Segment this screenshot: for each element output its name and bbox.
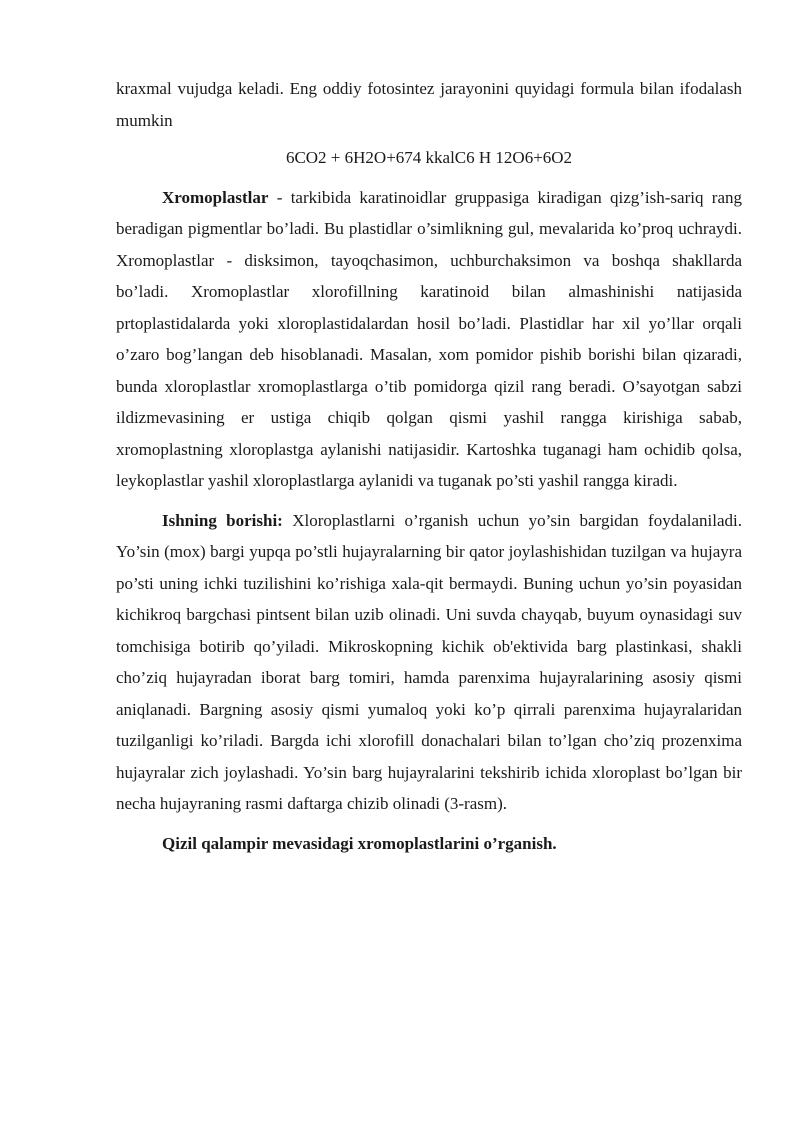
term-procedure: Ishning borishi: bbox=[162, 510, 283, 530]
paragraph-photosynthesis: kraxmal vujudga keladi. Eng oddiy fotosintez jarayonini quyidagi formula bilan ifodalash mumkin bbox=[116, 79, 742, 130]
paragraph-chromoplasts bbox=[116, 182, 742, 497]
photosynthesis-formula: 6CO2 + 6H2O+674 kkalC6 H 12O6+6O2 bbox=[285, 148, 573, 167]
paragraph-procedure bbox=[116, 505, 742, 820]
document-body bbox=[116, 73, 742, 859]
paragraph-chromoplasts-text: - tarkibida karatinoidlar gruppasiga kiradigan qizg’ish-sariq rang beradigan pigmentlar bo’ladi. Bu plastidlar o’simlikning gul, mevalarida ko’proq uchraydi. Xromoplastlar - disksimon, tayoqchasimon, uchburchaksimon va boshqa shakllarda bo’ladi. Xromoplastlar xlorofillning karatinoid bilan almashinishi natijasida prtoplastidalarda yoki xloroplastidalardan hosil bo’ladi. Plastidlar har xil yo’llar orqali o’zaro bog’langan deb hisoblanadi. Masalan, xom pomidor pishib borishi bilan qizaradi, bunda xloroplastlar xromoplastlarga o’tib pomidorga qizil rang beradi. O’sayotgan sabzi ildizmevasining er ustiga chiqib qolgan qismi yashil rangga kirishiga sabab, xromoplastning xloroplastga aylanishi natijasidir. Kartoshka tuganagi ham ochidib qolsa, leykoplastlar yashil xloroplastlarga aylanidi va tuganak po’sti yashil rangga kiradi. bbox=[116, 187, 742, 490]
paragraph-procedure-text: Xloroplastlarni o’rganish uchun yo’sin bargidan foydalaniladi. Yo’sin (mox) bargi yupqa po’stli hujayralarning bir qator joylashishidan tuzilgan va hujayra po’sti uning ichki tuzilishini ko’rishiga xala-qit bermaydi. Buning uchun yo’sin poyasidan kichikroq bargchasi pintsent bilan uzib olinadi. Uni suvda chayqab, buyum oynasidagi suv tomchisiga botirib qo’yiladi. Mikroskopning kichik ob'ektivida barg plastinkasi, shakli cho’ziq hujayradan iborat barg tomiri, hamda parenxima hujayralarining asosiy qismi aniqlanadi. Bargning asosiy qismi yumaloq yoki ko’p qirrali parenxima hujayralaridan tuzilganligi ko’riladi. Bargda ichi xlorofill donachalari bilan to’lgan cho’ziq prozenxima hujayralar zich joylashadi. Yo’sin barg hujayralarini tekshirib ichida xloroplast bo’lgan bir necha hujayraning rasmi daftarga chizib olinadi (3-rasm). bbox=[116, 510, 742, 813]
section-heading: Qizil qalampir mevasidagi xromoplastlarini o’rganish. bbox=[162, 833, 557, 853]
term-chromoplasts: Xromoplastlar bbox=[162, 187, 269, 207]
